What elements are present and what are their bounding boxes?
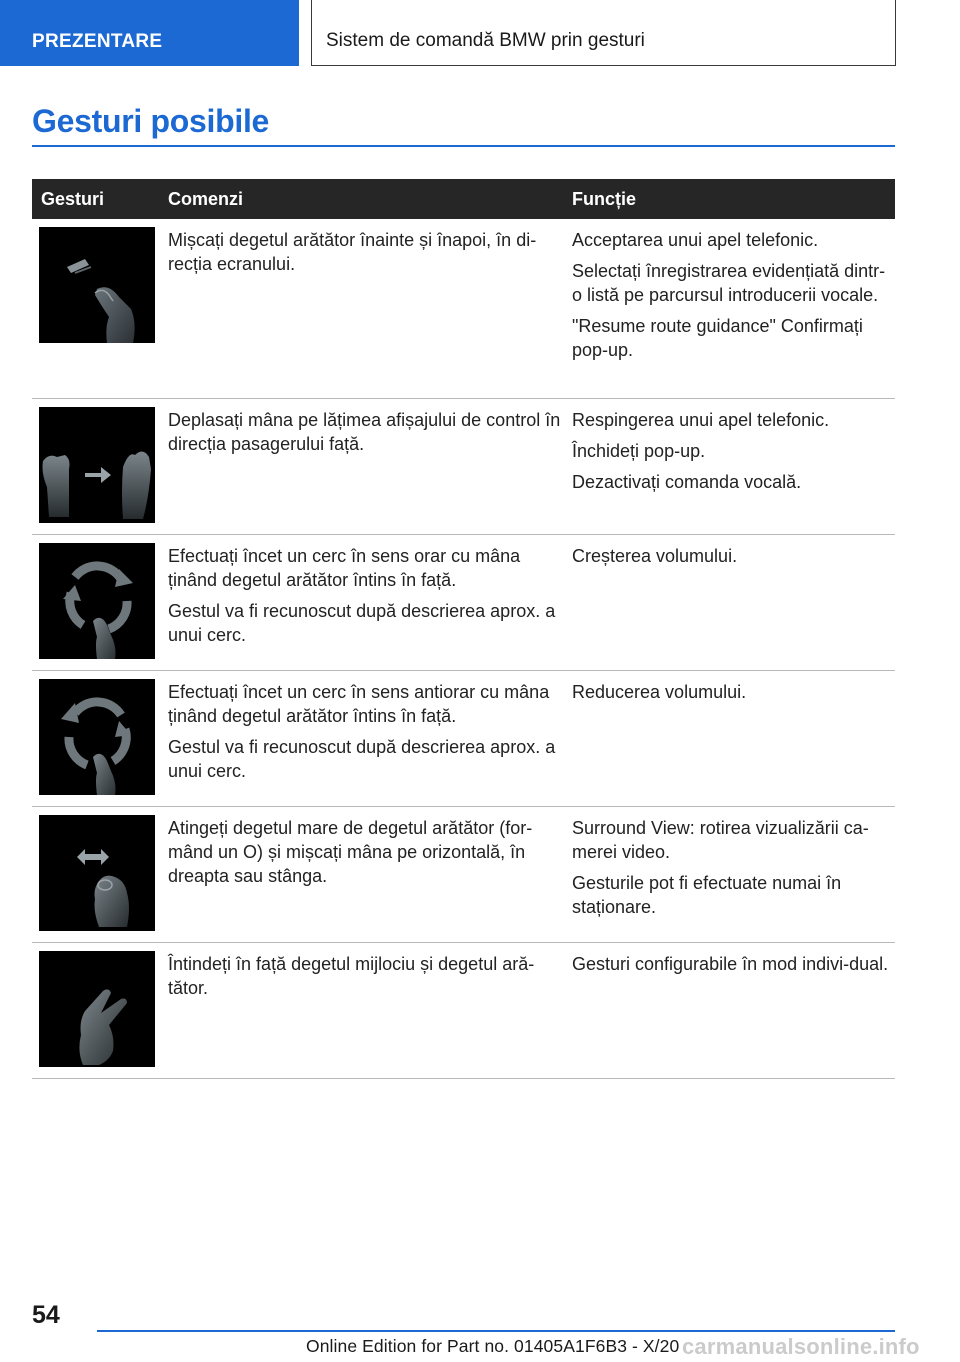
circle-clockwise-icon (39, 543, 155, 659)
table-row (32, 807, 895, 943)
function-cell: Creșterea volumului. (572, 546, 738, 566)
table-row (32, 219, 895, 399)
footer-divider (97, 1330, 895, 1332)
circle-counterclockwise-icon (39, 679, 155, 795)
table-row (32, 943, 895, 1079)
command-cell: Atingeți degetul mare de degetul arătător (for-mând un O) și mișcați mâna pe orizontală, în dreapta sau stânga. (168, 818, 533, 886)
function-cell: Respingerea unui apel telefonic. Închideți pop-up. Dezactivați comanda vocală. (572, 410, 830, 492)
finger-tap-forward-back-icon (39, 227, 155, 343)
page-number: 54 (32, 1301, 60, 1329)
header-function: Funcție (572, 188, 637, 209)
watermark: carmanualsonline.info (682, 1334, 920, 1359)
footer-edition: Online Edition for Part no. 01405A1F6B3 - X/20 (306, 1336, 680, 1356)
chapter-title: Sistem de comandă BMW prin gesturi (311, 0, 896, 66)
two-fingers-extended-icon (39, 951, 155, 1067)
function-cell: Gesturi configurabile în mod indivi-dual. (572, 954, 889, 974)
command-cell: Efectuați încet un cerc în sens orar cu mâna ținând degetul arătător întins în față. Gestul va fi recunoscut după descrierea aprox. a unui cerc. (168, 546, 556, 645)
page-title: Gesturi posibile (32, 103, 270, 139)
header-commands: Comenzi (168, 188, 244, 209)
function-cell: Reducerea volumului. (572, 682, 747, 702)
table-header (32, 179, 895, 219)
command-cell: Mișcați degetul arătător înainte și înapoi, în di-recția ecranului. (168, 230, 537, 274)
hand-swipe-right-icon (39, 407, 155, 523)
table-row (32, 399, 895, 535)
pinch-move-horizontal-icon (39, 815, 155, 931)
command-cell: Efectuați încet un cerc în sens antiorar cu mâna ținând degetul arătător întins în față. Gestul va fi recunoscut după descrierea aprox. a unui cerc. (168, 682, 556, 781)
command-cell: Deplasați mâna pe lățimea afișajului de control în direcția pasagerului față. (168, 410, 561, 454)
table-row (32, 671, 895, 807)
title-divider (32, 145, 895, 147)
header-gestures: Gesturi (41, 188, 105, 209)
function-cell: Surround View: rotirea vizualizării ca-merei video. Gesturile pot fi efectuate numai în staționare. (572, 818, 869, 917)
gestures-table (32, 179, 895, 1079)
function-cell: Acceptarea unui apel telefonic. Selectați înregistrarea evidențiată dintr-o listă pe parcursul introducerii vocale. "Resume route guidance" Confirmați pop-up. (572, 230, 886, 360)
section-tab[interactable]: PREZENTARE (0, 0, 299, 66)
command-cell: Întindeți în față degetul mijlociu și degetul ară-tător. (168, 954, 535, 998)
table-row (32, 535, 895, 671)
